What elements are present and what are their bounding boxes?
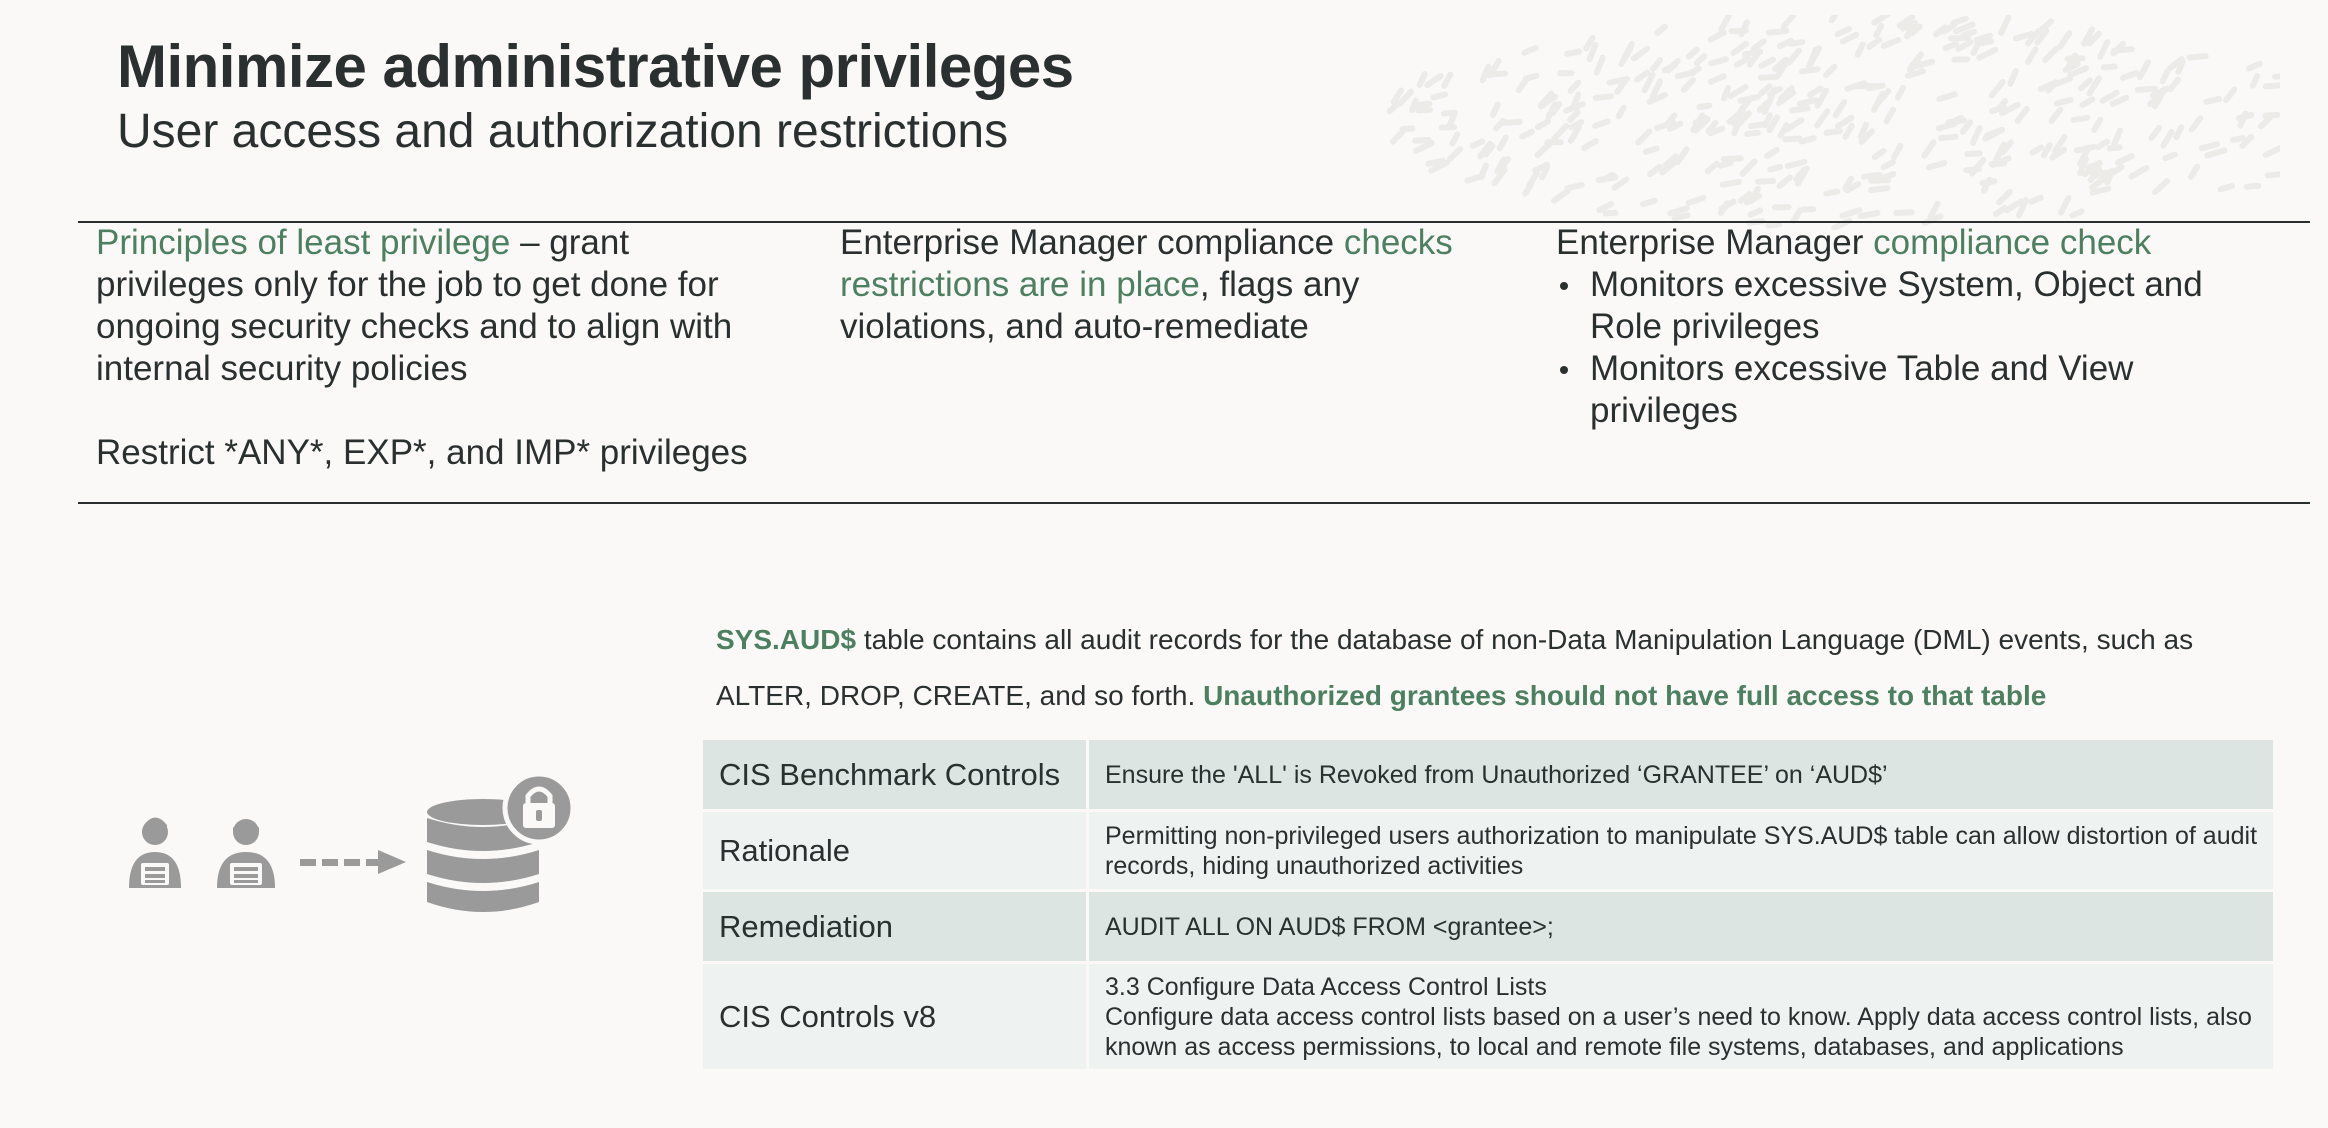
intro-text: table contains all audit records for the database of non-Data Manipulation Language (DML) events, such as ALTER, DROP, CREATE, and so forth. <box>716 624 2194 711</box>
restrict-privileges-text: Restrict *ANY*, EXP*, and IMP* privileges <box>96 433 748 472</box>
list-item: Monitors excessive System, Object and Role privileges <box>1556 264 2256 348</box>
monitor-lead: Enterprise Manager <box>1556 223 1874 262</box>
row-value-line: 3.3 Configure Data Access Control Lists <box>1105 972 1547 1001</box>
least-privilege-highlight: Principles of least privilege <box>96 223 511 262</box>
decorative-pattern <box>1300 15 2280 230</box>
row-value: Permitting non-privileged users authorization to manipulate SYS.AUD$ table can allow distortion of audit records, hiding unauthorized activities <box>1088 811 2275 891</box>
list-item: Monitors excessive Table and View privileges <box>1556 348 2256 432</box>
unauthorized-warning: Unauthorized grantees should not have full access to that table <box>1203 680 2047 711</box>
row-key: Rationale <box>702 811 1088 891</box>
compliance-monitor-heading <box>1556 222 2256 264</box>
row-value: Ensure the 'ALL' is Revoked from Unauthorized ‘GRANTEE’ on ‘AUD$’ <box>1088 739 2275 811</box>
least-privilege-text <box>96 222 756 390</box>
compliance-rest: , flags any violations, and auto-remediate <box>840 265 1360 346</box>
access-illustration <box>122 770 582 940</box>
compliance-checks-text <box>840 222 1480 348</box>
monitor-highlight: compliance check <box>1873 223 2152 262</box>
sys-aud-table-name: SYS.AUD$ <box>716 624 857 655</box>
table-row <box>702 963 2275 1071</box>
page-subtitle: User access and authorization restrictions <box>117 105 1009 158</box>
page-title: Minimize administrative privileges <box>117 33 1074 100</box>
row-value-line: Configure data access control lists based on a user’s need to know. Apply data access control lists, also known as access permissions, to local and remote file systems, databases, and applications <box>1105 1002 2252 1061</box>
least-privilege-column <box>96 222 756 474</box>
dashed-arrow-icon <box>300 850 406 874</box>
compliance-checks-column <box>840 222 1480 348</box>
lock-icon <box>505 774 573 842</box>
table-row <box>702 891 2275 963</box>
compliance-highlight: checks restrictions are in place <box>840 223 1453 304</box>
compliance-monitor-column <box>1556 222 2256 432</box>
user-icon <box>217 819 275 888</box>
audit-table-intro <box>716 612 2276 724</box>
row-value <box>1088 963 2275 1071</box>
row-value: AUDIT ALL ON AUD$ FROM <grantee>; <box>1088 891 2275 963</box>
table-row <box>702 811 2275 891</box>
user-icon <box>129 818 181 889</box>
monitor-bullet-list <box>1556 264 2256 432</box>
cis-benchmark-table <box>700 737 2276 1072</box>
row-key: Remediation <box>702 891 1088 963</box>
row-key: CIS Benchmark Controls <box>702 739 1088 811</box>
table-row <box>702 739 2275 811</box>
divider-bottom <box>78 502 2310 504</box>
compliance-lead: Enterprise Manager compliance <box>840 223 1344 262</box>
row-key: CIS Controls v8 <box>702 963 1088 1071</box>
least-privilege-description: – grant privileges only for the job to get done for ongoing security checks and to align with internal security policies <box>96 223 733 388</box>
